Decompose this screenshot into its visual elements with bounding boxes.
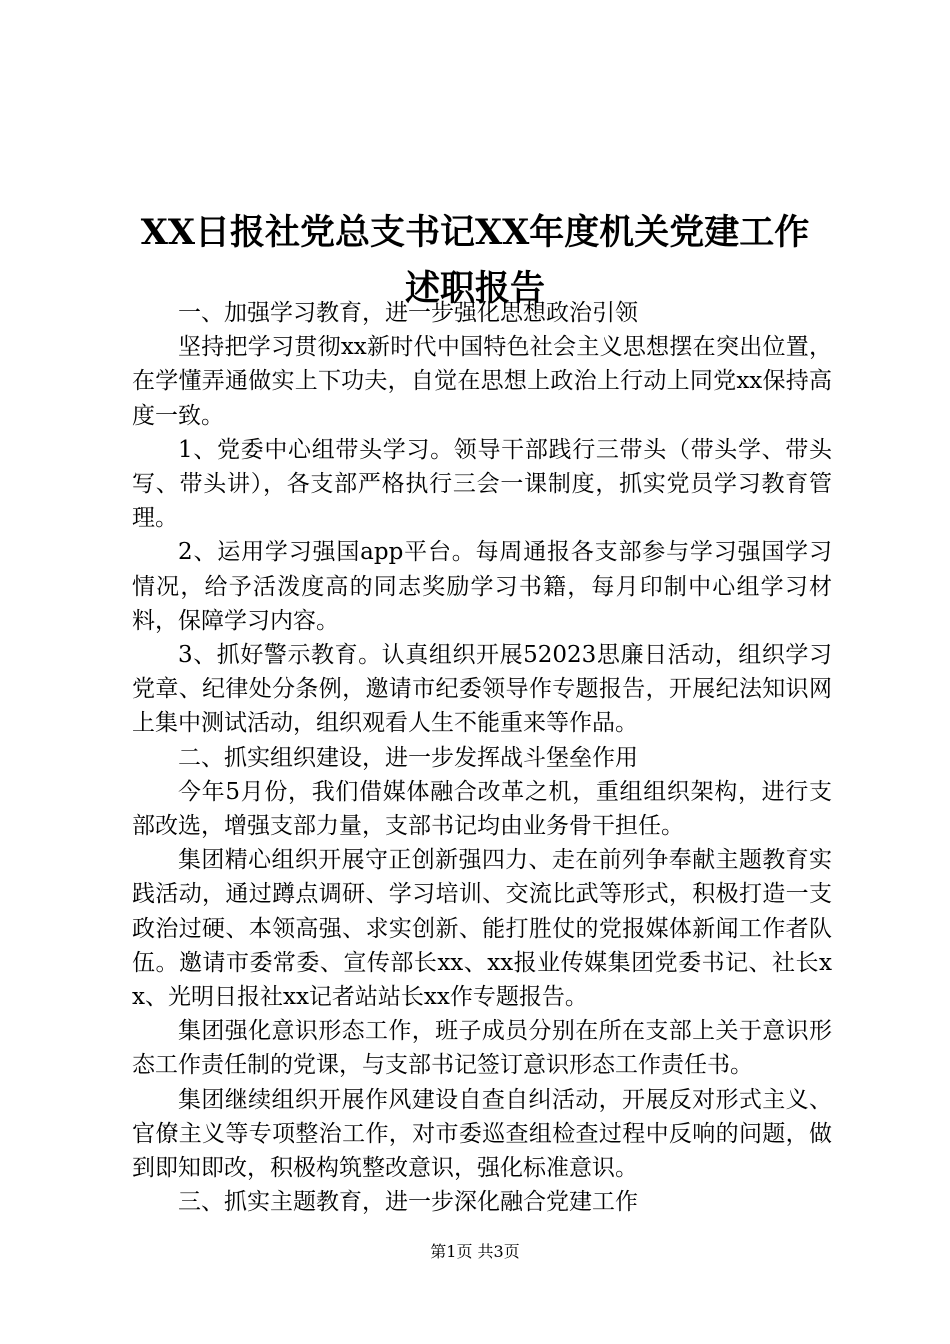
section-heading-2: 二、抓实组织建设，进一步发挥战斗堡垒作用: [178, 744, 638, 771]
section-heading-3: 三、抓实主题教育，进一步深化融合党建工作: [178, 1189, 638, 1216]
paragraph: 3、抓好警示教育。认真组织开展52023思廉日活动，组织学习党章、纪律处分条例，邀请市纪委领导作专题报告，开展纪法知识网上集中测试活动，组织观看人生不能重来等作品。: [132, 642, 832, 737]
document-body: [132, 296, 832, 1219]
section-heading-1: 一、加强学习教育，进一步强化思想政治引领: [178, 300, 638, 326]
paragraph: 1、党委中心组带头学习。领导干部践行三带头（带头学、带头写、带头讲），各支部严格执行三会一课制度，抓实党员学习教育管理。: [132, 436, 832, 532]
paragraph: 集团继续组织开展作风建设自查自纠活动，开展反对形式主义、官僚主义等专项整治工作，对市委巡查组检查过程中反响的问题，做到即知即改，积极构筑整改意识，强化标准意识。: [132, 1086, 832, 1182]
paragraph: 2、运用学习强国app平台。每周通报各支部参与学习强国学习情况，给予活泼度高的同志奖励学习书籍，每月印制中心组学习材料，保障学习内容。: [132, 539, 832, 634]
paragraph: 集团强化意识形态工作，班子成员分别在所在支部上关于意识形态工作责任制的党课，与支部书记签订意识形态工作责任书。: [132, 1018, 832, 1079]
paragraph: 坚持把学习贯彻xx新时代中国特色社会主义思想摆在突出位置，在学懂弄通做实上下功夫，自觉在思想上政治上行动上同党xx保持高度一致。: [132, 334, 832, 429]
document-title: XX日报社党总支书记XX年度机关党建工作述职报告: [140, 212, 810, 310]
paragraph: 今年5月份，我们借媒体融合改革之机，重组组织架构，进行支部改选，增强支部力量，支部书记均由业务骨干担任。: [132, 778, 832, 840]
page-footer: 第1页 共3页: [430, 1242, 520, 1261]
paragraph: 集团精心组织开展守正创新强四力、走在前列争奉献主题教育实践活动，通过蹲点调研、学习培训、交流比武等形式，积极打造一支政治过硬、本领高强、求实创新、能打胜仗的党报媒体新闻工作者队伍。邀请市委常委、宣传部长xx、xx报业传媒集团党委书记、社长xx、光明日报社xx记者站站长xx作专题报告。: [132, 847, 832, 1011]
